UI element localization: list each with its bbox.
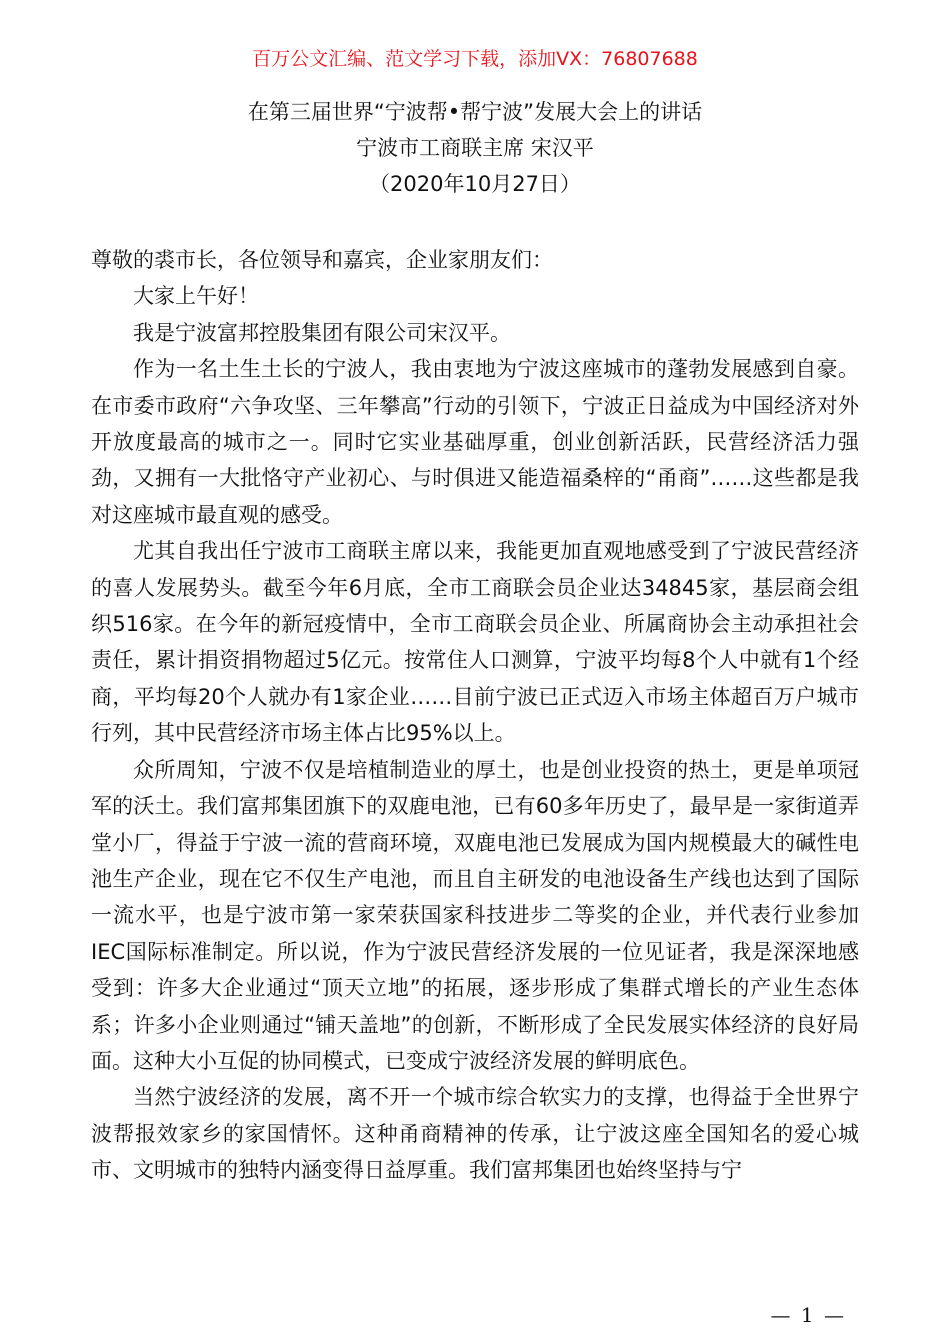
speech-body: [91, 242, 859, 1189]
salutation: 尊敬的裘市长，各位领导和嘉宾，企业家朋友们：: [91, 248, 553, 272]
paragraph-soft-power: 当然宁波经济的发展，离不开一个城市综合软实力的支撑，也得益于全世界宁波帮报效家乡的家国情怀。这种甬商精神的传承，让宁波这座全国知名的爱心城市、文明城市的独特内涵变得日益厚重。我们富邦集团也始终坚持与宁: [91, 1085, 859, 1183]
speech-title: 在第三届世界“宁波帮•帮宁波”发展大会上的讲话: [247, 100, 703, 124]
download-banner: 百万公文汇编、范文学习下载，添加VX：76807688: [252, 48, 698, 70]
paragraph-greeting: 大家上午好！: [133, 284, 259, 309]
paragraph-city-pride: 作为一名土生土长的宁波人，我由衷地为宁波这座城市的蓬勃发展感到自豪。在市委市政府“六争攻坚、三年攀高”行动的引领下，宁波正日益成为中国经济对外开放度最高的城市之一。同时它实业基础厚重，创业创新活跃，民营经济活力强劲，又拥有一大批恪守产业初心、与时俱进又能造福桑梓的“甬商”……这些都是我对这座城市最直观的感受。: [91, 357, 859, 527]
paragraph-private-economy: 尤其自我出任宁波市工商联主席以来，我能更加直观地感受到了宁波民营经济的喜人发展势头。截至今年6月底，全市工商联会员企业达34845家，基层商会组织516家。在今年的新冠疫情中，全市工商联会员企业、所属商协会主动承担社会责任，累计捐资捐物超过5亿元。按常住人口测算，宁波平均每8个人中就有1个经商，平均每20个人就办有1家企业……目前宁波已正式迈入市场主体超百万户城市行列，其中民营经济市场主体占比95%以上。: [91, 539, 859, 746]
speaker-line: 宁波市工商联主席 宋汉平: [356, 136, 594, 160]
paragraph-introduction: 我是宁波富邦控股集团有限公司宋汉平。: [133, 320, 511, 345]
speech-date: （2020年10月27日）: [369, 172, 581, 196]
page-number: — 1 —: [770, 1303, 846, 1327]
speech-heading: [0, 94, 950, 202]
paragraph-enterprise-example: 众所周知，宁波不仅是培植制造业的厚土，也是创业投资的热土，更是单项冠军的沃土。我们富邦集团旗下的双鹿电池，已有60多年历史了，最早是一家街道弄堂小厂，得益于宁波一流的营商环境，双鹿电池已发展成为国内规模最大的碱性电池生产企业，现在它不仅生产电池，而且自主研发的电池设备生产线也达到了国际一流水平，也是宁波市第一家荣获国家科技进步二等奖的企业，并代表行业参加IEC国际标准制定。所以说，作为宁波民营经济发展的一位见证者，我是深深地感受到：许多大企业通过“顶天立地”的拓展，逐步形成了集群式增长的产业生态体系；许多小企业则通过“铺天盖地”的创新，不断形成了全民发展实体经济的良好局面。这种大小互促的协同模式，已变成宁波经济发展的鲜明底色。: [91, 757, 859, 1073]
